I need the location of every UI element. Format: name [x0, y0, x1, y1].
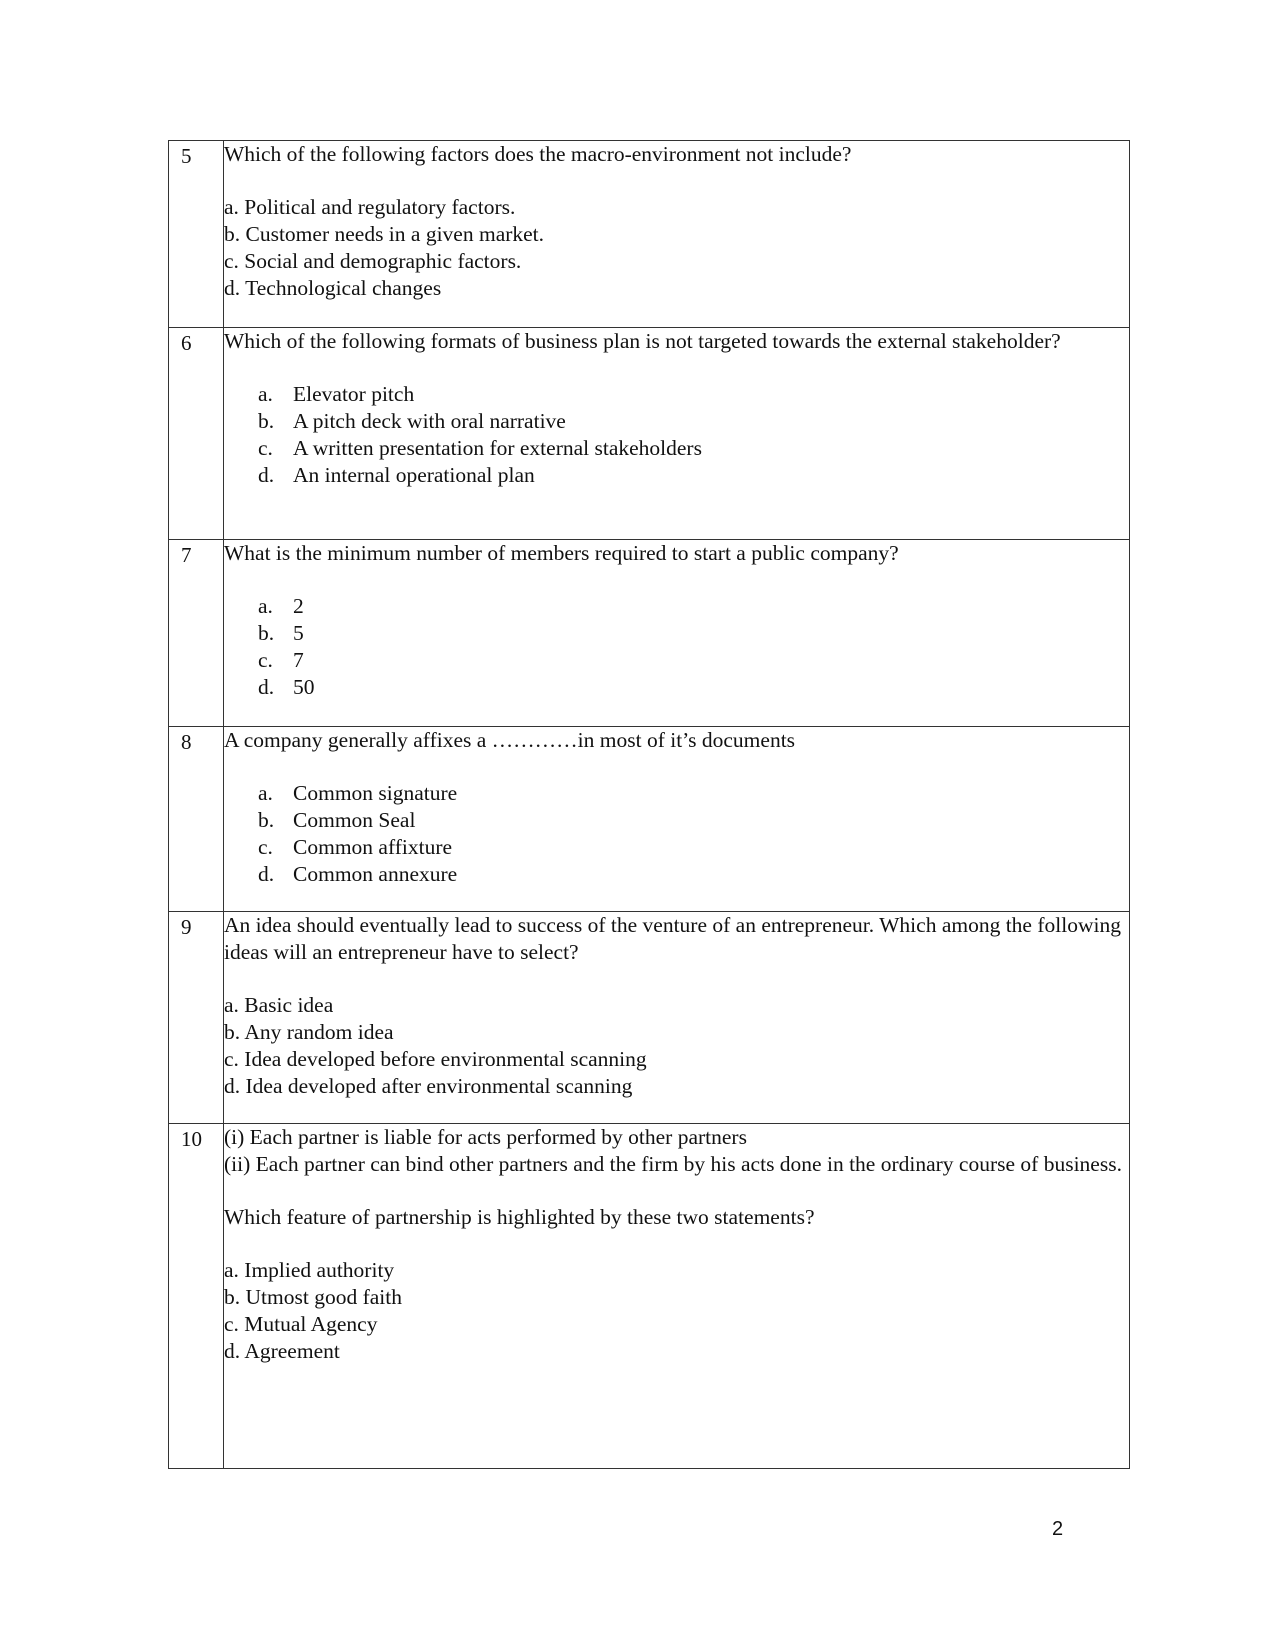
question-body-cell [224, 328, 1130, 540]
option-b: b. Utmost good faith [224, 1285, 402, 1309]
option-c: c. 7 [258, 648, 304, 672]
question-number-cell [169, 141, 224, 328]
question-number: 9 [181, 915, 192, 939]
question-number: 7 [181, 543, 192, 567]
options-list [224, 1257, 1129, 1365]
option-b: b. Any random idea [224, 1020, 394, 1044]
options-list [224, 381, 1129, 489]
statement-ii: (ii) Each partner can bind other partners and the firm by his acts done in the ordinary course of business. [224, 1152, 1122, 1176]
question-number-cell [169, 1124, 224, 1469]
question-row [169, 1124, 1130, 1469]
question-number: 10 [181, 1127, 202, 1151]
page-number: 2 [1052, 1518, 1064, 1540]
question-number-cell [169, 540, 224, 727]
option-b: b. 5 [258, 621, 304, 645]
question-row [169, 912, 1130, 1124]
option-a: a. Common signature [258, 781, 458, 805]
question-row [169, 328, 1130, 540]
question-number-cell [169, 727, 224, 912]
option-a: a. 2 [258, 594, 304, 618]
options-list [224, 194, 1129, 302]
questions-table [168, 140, 1130, 1469]
option-a: a. Basic idea [224, 993, 334, 1017]
option-a: a. Political and regulatory factors. [224, 195, 516, 219]
option-c: c. A written presentation for external stakeholders [258, 436, 702, 460]
question-number-cell [169, 328, 224, 540]
question-row [169, 540, 1130, 727]
question-row [169, 141, 1130, 328]
option-c: c. Idea developed before environmental scanning [224, 1047, 647, 1071]
question-number: 8 [181, 730, 192, 754]
option-d: d. Technological changes [224, 276, 442, 300]
options-list [224, 780, 1129, 888]
option-d: d. 50 [258, 675, 315, 699]
option-c: c. Common affixture [258, 835, 453, 859]
question-stem: An idea should eventually lead to success of the venture of an entrepreneur. Which among the following ideas will an entrepreneur have to select? [224, 913, 1121, 964]
option-d: d. Idea developed after environmental scanning [224, 1074, 633, 1098]
option-d: d. Agreement [224, 1339, 340, 1363]
option-c: c. Social and demographic factors. [224, 249, 522, 273]
question-number: 6 [181, 331, 192, 355]
option-d: d. An internal operational plan [258, 463, 535, 487]
question-body-cell [224, 912, 1130, 1124]
question-number: 5 [181, 144, 192, 168]
question-stem: Which of the following factors does the macro-environment not include? [224, 142, 852, 166]
question-row [169, 727, 1130, 912]
question-body-cell [224, 141, 1130, 328]
question-body-cell [224, 540, 1130, 727]
questions-body [169, 141, 1130, 1469]
question-stem: What is the minimum number of members required to start a public company? [224, 541, 899, 565]
option-d: d. Common annexure [258, 862, 458, 886]
question-stem: A company generally affixes a …………in most of it’s documents [224, 728, 796, 752]
question-stem: Which of the following formats of business plan is not targeted towards the external stakeholder? [224, 329, 1061, 353]
option-b: b. A pitch deck with oral narrative [258, 409, 566, 433]
question-number-cell [169, 912, 224, 1124]
option-b: b. Common Seal [258, 808, 416, 832]
option-c: c. Mutual Agency [224, 1312, 378, 1336]
statement-i: (i) Each partner is liable for acts performed by other partners [224, 1125, 747, 1149]
question-body-cell [224, 727, 1130, 912]
option-b: b. Customer needs in a given market. [224, 222, 545, 246]
question-body-cell [224, 1124, 1130, 1469]
options-list [224, 992, 1129, 1100]
option-a: a. Implied authority [224, 1258, 395, 1282]
options-list [224, 593, 1129, 701]
question-stem: Which feature of partnership is highlighted by these two statements? [224, 1205, 815, 1229]
option-a: a. Elevator pitch [258, 382, 415, 406]
